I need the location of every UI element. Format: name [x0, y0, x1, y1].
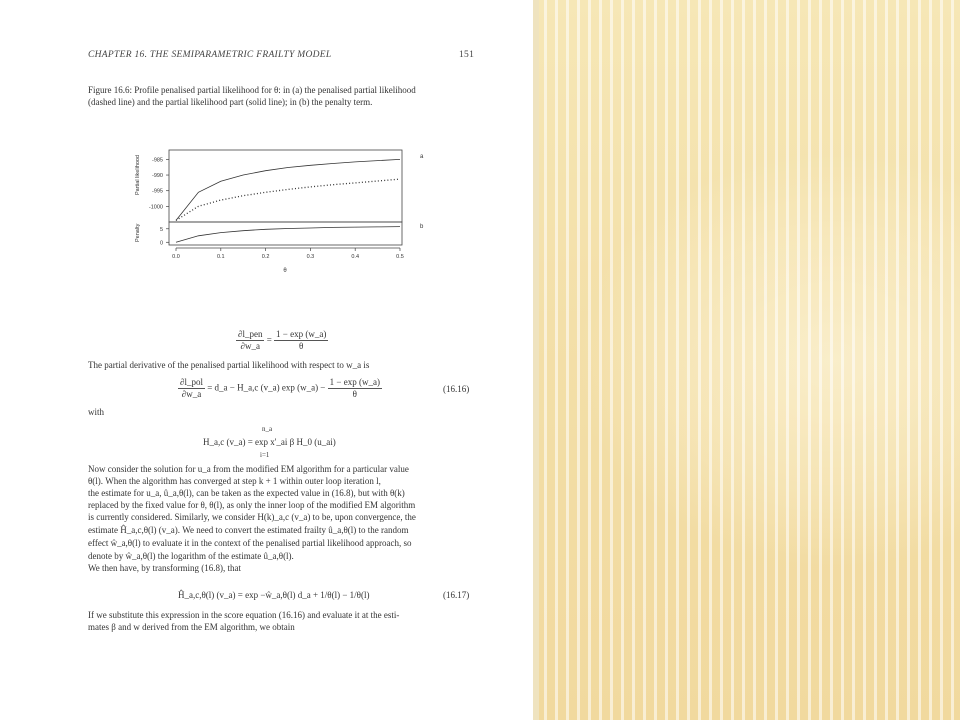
series-line-b-solid	[176, 227, 400, 243]
x-axis-title: θ	[283, 268, 287, 274]
eq1616-rhs-den: θ	[352, 389, 357, 399]
x-tick-label: 0.1	[216, 254, 225, 260]
text-with: with	[88, 407, 105, 417]
running-header: CHAPTER 16. THE SEMIPARAMETRIC FRAILTY MODEL	[88, 50, 332, 60]
equation-penalty-derivative: $\frac{\text{∂l\_pen}}{\partial w\_a}$ = $\frac{1 - \exp (w\_a)}{\theta}$	[238, 329, 327, 351]
y-tick-label-a: -990	[151, 173, 163, 180]
paragraph-1-line-8: denote by ŵ_a,θ(l) the logarithm of the estimate û_a,θ(l).	[88, 551, 294, 561]
x-tick-label: 0.0	[172, 254, 180, 260]
y-axis-title-b: Penalty	[135, 223, 141, 242]
decorative-stripes	[533, 0, 960, 720]
series-line-a-dashed	[176, 179, 400, 220]
y-tick-label-b: 0	[159, 240, 163, 247]
eq1616-lhs-den: ∂w_a	[181, 389, 202, 399]
x-tick-label: 0.5	[396, 254, 404, 260]
equation-16-17: Ĥ_a,c,θ(l) (v_a) = exp −ŵ_a,θ(l) d_a + 1/θ(l) − 1/θ(l)	[178, 590, 370, 600]
y-tick-label-a: -1000	[148, 204, 163, 211]
page-number: 151	[459, 50, 475, 60]
paragraph-1-line-3: the estimate for u_a, û_a,θ(l), can be taken as the expected value in (16.8), but with θ(k)	[88, 488, 405, 498]
profile-likelihood-figure	[128, 148, 444, 280]
paragraph-2-line-1: If we substitute this expression in the score equation (16.16) and evaluate it at the esti-	[88, 610, 400, 620]
paragraph-1-line-2: θ(l). When the algorithm has converged at step k + 1 within outer loop iteration l,	[88, 476, 381, 486]
eq-pen-lhs-num: ∂l_pen	[238, 329, 263, 339]
paragraph-1-line-4: replaced by the fixed value for θ, θ(l), as only the inner loop of the modified EM algorithm	[88, 500, 416, 510]
eq-pen-rhs-num: 1 − exp (w_a)	[276, 329, 327, 339]
paragraph-1-line-5: is currently considered. Similarly, we consider H(k)_a,c (v_a) to be, upon convergence, the	[88, 512, 416, 522]
panel-a-label: a	[420, 154, 424, 160]
eq-h-upper-limit: n_a	[262, 425, 273, 433]
equation-number-16-16: (16.16)	[443, 384, 470, 394]
panel-b-label: b	[420, 224, 424, 230]
equation-cumulative-hazard: H_a,c (v_a) = exp x'_ai β H_0 (u_ai)	[203, 437, 336, 447]
x-tick-label: 0.4	[351, 254, 360, 260]
eq1616-rhs-num: 1 − exp (w_a)	[329, 377, 380, 387]
paragraph-2-line-2: mates β and w derived from the EM algorithm, we obtain	[88, 622, 295, 632]
series-line-a-solid	[176, 159, 400, 220]
y-tick-label-b: 5	[159, 226, 163, 233]
x-tick-label: 0.3	[306, 254, 315, 260]
equation-number-16-17: (16.17)	[443, 590, 470, 600]
y-tick-label-a: -995	[151, 188, 163, 195]
panel-b-frame	[169, 222, 402, 245]
paragraph-1-line-6: estimate Ĥ_a,c,θ(l) (v_a). We need to convert the estimated frailty û_a,θ(l) to the random	[88, 525, 409, 535]
eq-pen-rhs-den: θ	[299, 341, 304, 351]
panel-a-frame	[169, 150, 402, 222]
text-partial-derivative: The partial derivative of the penalised partial likelihood with respect to w_a is	[88, 360, 370, 370]
paragraph-1-line-7: effect ŵ_a,θ(l) to evaluate it in the context of the penalised partial likelihood approach, so	[88, 538, 412, 548]
equation-16-16	[178, 377, 382, 400]
figure-caption-line-1: Figure 16.6: Profile penalised partial likelihood for θ: in (a) the penalised partial likelihood	[88, 85, 416, 95]
paragraph-1-line-1: Now consider the solution for u_a from the modified EM algorithm for a particular value	[88, 464, 409, 474]
y-tick-label-a: -985	[151, 157, 163, 164]
figure-caption-line-2: (dashed line) and the partial likelihood part (solid line); in (b) the penalty term.	[88, 97, 373, 107]
eq-h-lower-limit: i=1	[260, 451, 270, 459]
eq1616-lhs-num: ∂l_pol	[180, 377, 203, 387]
x-tick-label: 0.2	[261, 254, 270, 260]
eq1616-middle: = d_a − H_a,c (v_a) exp (w_a) −	[207, 382, 326, 393]
decorative-edge	[533, 0, 539, 720]
decorative-striped-panel	[533, 0, 960, 720]
eq-pen-lhs-den: ∂w_a	[240, 341, 260, 351]
y-axis-title-a: Partial likelihood	[135, 154, 141, 195]
paragraph-1-line-9: We then have, by transforming (16.8), that	[88, 563, 241, 573]
